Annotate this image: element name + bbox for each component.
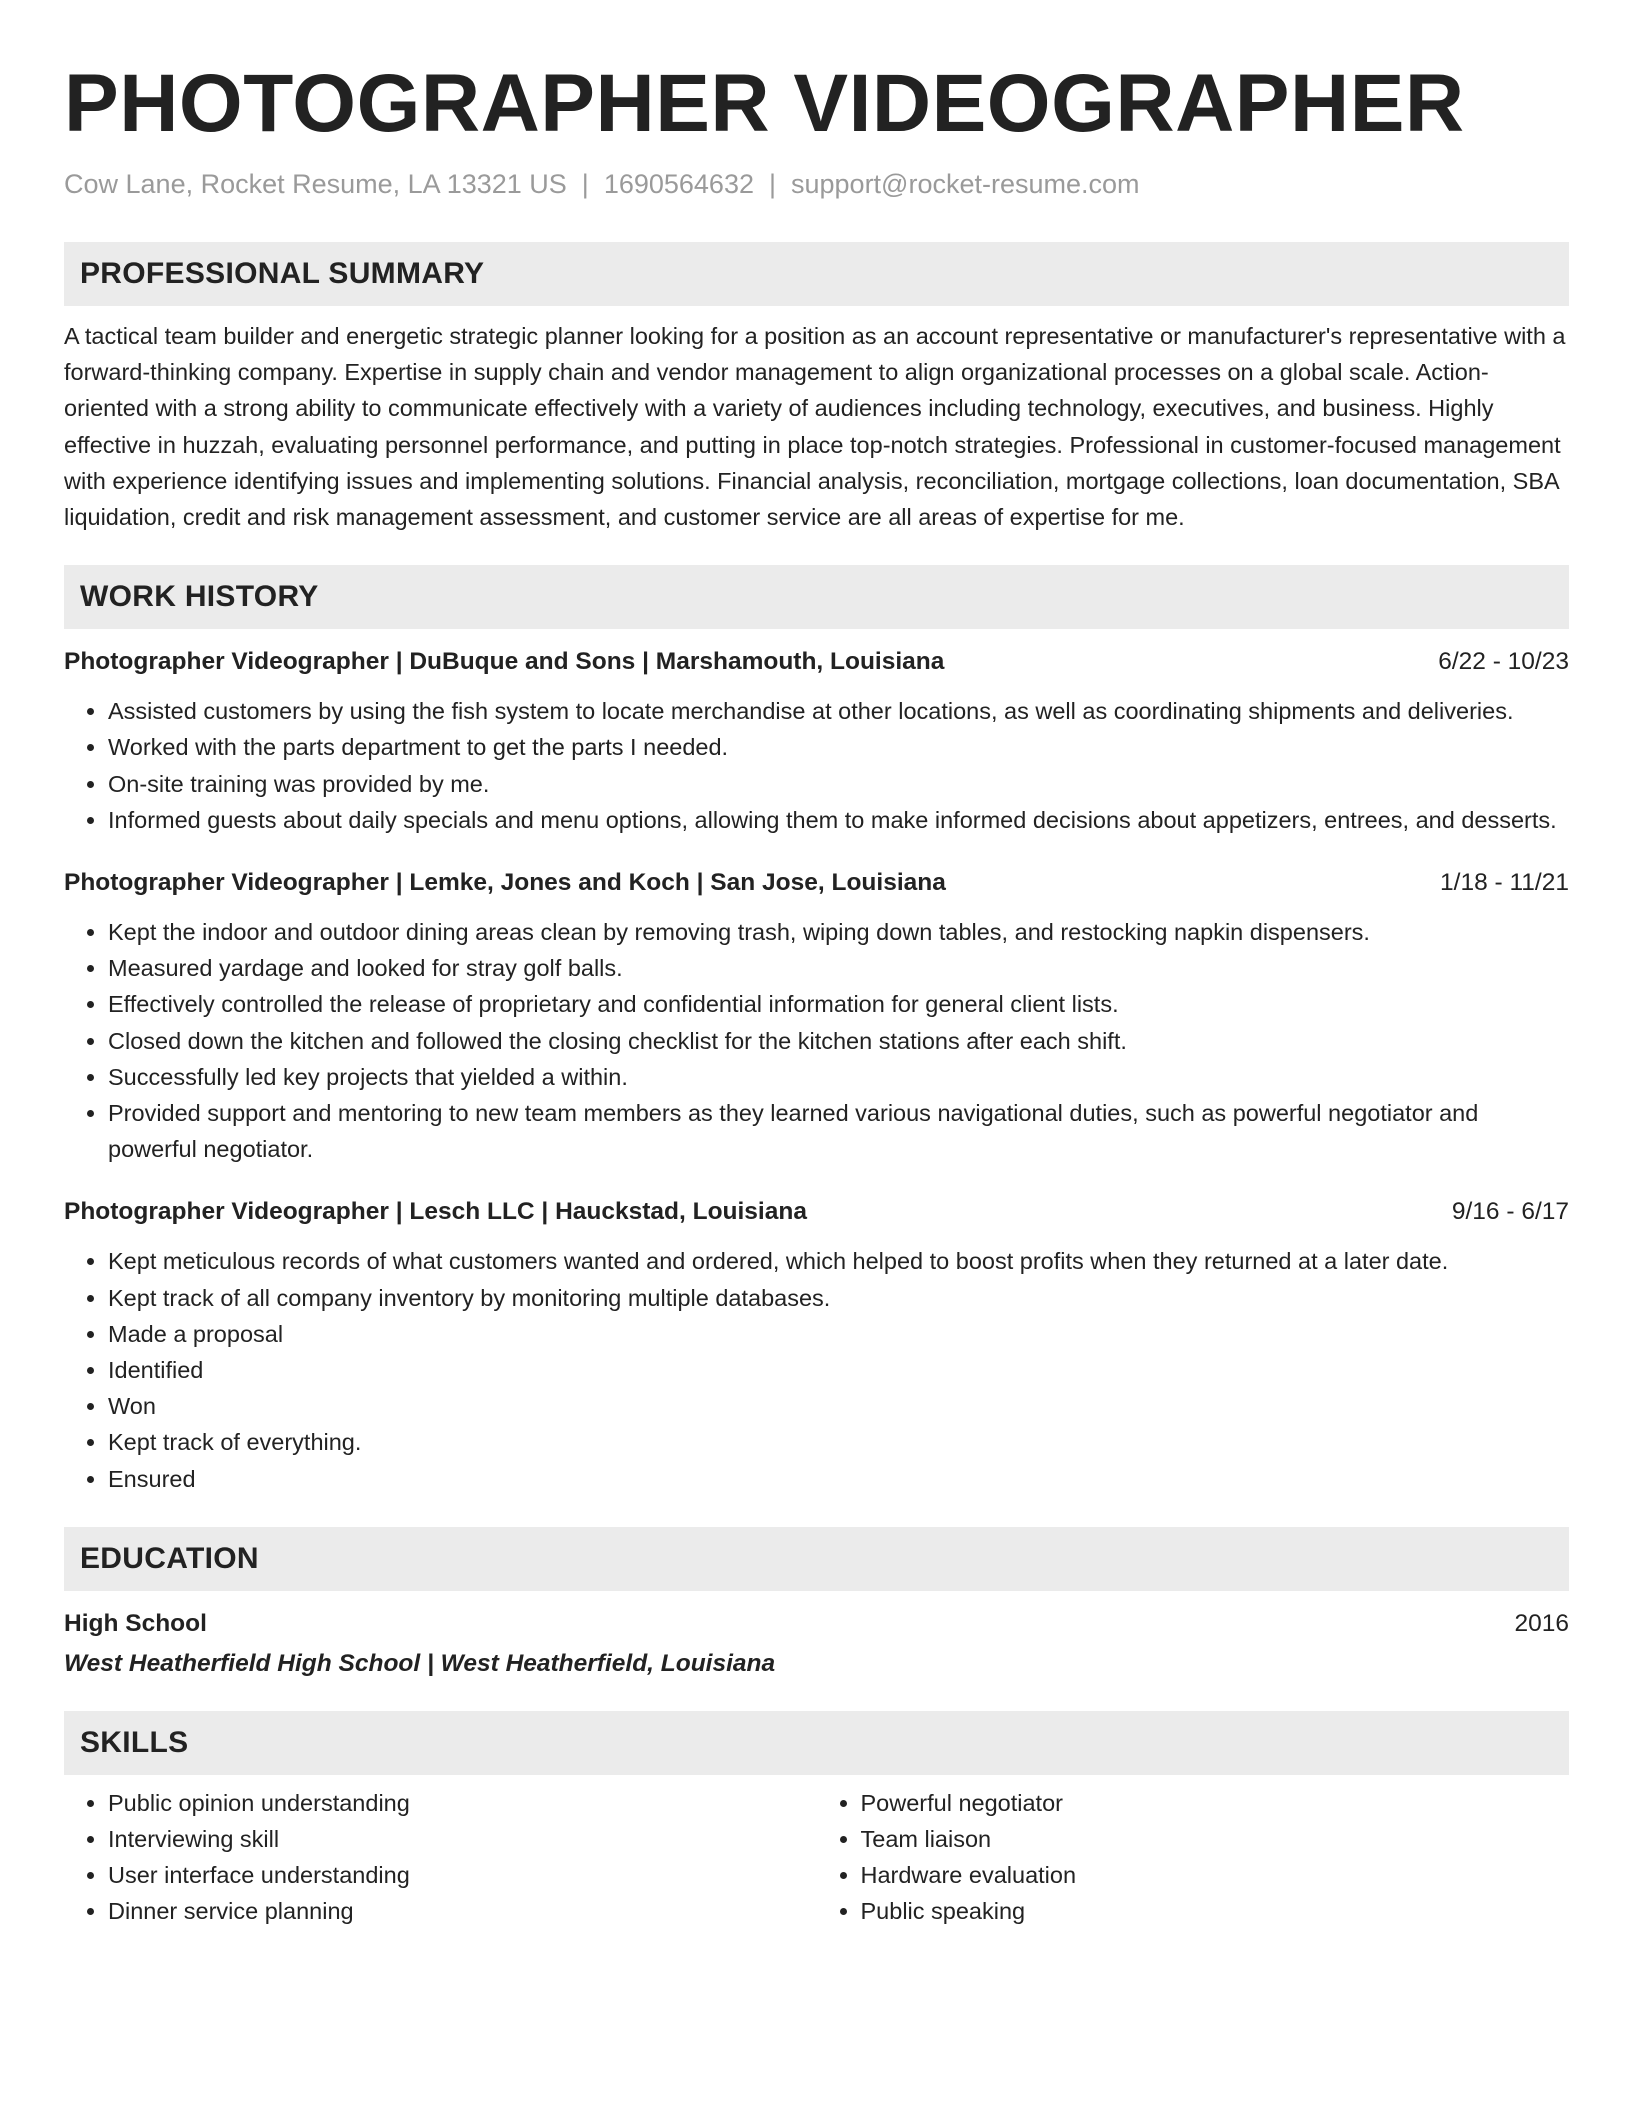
job-bullet: • Effectively controlled the release of proprietary and confidential information for general client lists. (108, 986, 1569, 1022)
job-bullet: • Kept meticulous records of what customers wanted and ordered, which helped to boost profits when they returned at a later date. (108, 1243, 1569, 1279)
job-bullet: • On-site training was provided by me. (108, 766, 1569, 802)
job-entry (64, 1195, 1569, 1496)
resume-name: PHOTOGRAPHER VIDEOGRAPHER (64, 58, 1465, 149)
skills-columns (64, 1785, 1569, 1930)
skills-column-right (817, 1785, 1570, 1930)
job-bullets (64, 1243, 1569, 1496)
job-entry (64, 866, 1569, 1167)
skills-section-title: SKILLS (64, 1711, 1569, 1775)
education-degree: High School (64, 1609, 207, 1637)
skill-item: • Interviewing skill (108, 1821, 817, 1857)
job-header (64, 645, 1569, 679)
contact-email: support@rocket-resume.com (791, 169, 1140, 199)
job-heading: Photographer Videographer | Lesch LLC | Hauckstad, Louisiana (64, 1198, 807, 1226)
job-bullet: • Assisted customers by using the fish system to locate merchandise at other locations, as well as coordinating shipments and deliveries. (108, 693, 1569, 729)
job-heading: Photographer Videographer | DuBuque and Sons | Marshamouth, Louisiana (64, 648, 945, 676)
education-entry (64, 1607, 1569, 1681)
skill-item: • Hardware evaluation (861, 1857, 1570, 1893)
job-dates: 9/16 - 6/17 (1451, 1198, 1569, 1226)
job-bullet: • Informed guests about daily specials and menu options, allowing them to make informed decisions about appetizers, entrees, and desserts. (108, 802, 1569, 838)
education-school: West Heatherfield High School | West Heatherfield, Louisiana (64, 1649, 776, 1677)
job-bullet: • Measured yardage and looked for stray golf balls. (108, 950, 1569, 986)
job-header (64, 866, 1569, 900)
job-dates: 1/18 - 11/21 (1440, 869, 1569, 897)
job-bullet: • Kept the indoor and outdoor dining areas clean by removing trash, wiping down tables, and restocking napkin dispensers. (108, 914, 1569, 950)
job-bullet: • Closed down the kitchen and followed the closing checklist for the kitchen stations after each shift. (108, 1023, 1569, 1059)
education-section-title: EDUCATION (64, 1527, 1569, 1591)
job-entry (64, 645, 1569, 838)
contact-address: Cow Lane, Rocket Resume, LA 13321 US (64, 169, 567, 199)
contact-phone: 1690564632 (603, 169, 754, 199)
job-bullet: • Won (108, 1388, 1569, 1424)
education-year: 2016 (1514, 1609, 1569, 1637)
job-bullet: • Worked with the parts department to get the parts I needed. (108, 729, 1569, 765)
job-bullet: • Kept track of all company inventory by monitoring multiple databases. (108, 1280, 1569, 1316)
job-dates: 6/22 - 10/23 (1438, 648, 1569, 676)
job-bullet: • Ensured (108, 1461, 1569, 1497)
job-bullet: • Identified (108, 1352, 1569, 1388)
skill-item: • Powerful negotiator (861, 1785, 1570, 1821)
summary-text: A tactical team builder and energetic strategic planner looking for a position as an account representative or manufacturer's representative with a forward-thinking company. Expertise in supply chain and vendor management to align organizational processes on a global scale. Action-oriented with a strong ability to communicate effectively with a variety of audiences including technology, executives, and business. Highly effective in huzzah, evaluating personnel performance, and putting in place top-notch strategies. Professional in customer-focused management with experience identifying issues and implementing solutions. Financial analysis, reconciliation, mortgage collections, loan documentation, SBA liquidation, credit and risk management assessment, and customer service are all areas of expertise for me. (64, 323, 1566, 531)
skill-item: • Public speaking (861, 1893, 1570, 1929)
job-heading: Photographer Videographer | Lemke, Jones and Koch | San Jose, Louisiana (64, 869, 946, 897)
summary-section-title: PROFESSIONAL SUMMARY (64, 242, 1569, 306)
job-bullet: • Provided support and mentoring to new team members as they learned various navigational duties, such as powerful negotiator and powerful negotiator. (108, 1095, 1569, 1167)
job-bullet: • Successfully led key projects that yielded a within. (108, 1059, 1569, 1095)
work-section-title: WORK HISTORY (64, 565, 1569, 629)
skill-item: • Dinner service planning (108, 1893, 817, 1929)
contact-separator: | (768, 169, 776, 199)
job-header (64, 1195, 1569, 1229)
job-bullet: • Kept track of everything. (108, 1424, 1569, 1460)
job-bullet: • Made a proposal (108, 1316, 1569, 1352)
job-bullets (64, 693, 1569, 838)
skill-item: • User interface understanding (108, 1857, 817, 1893)
contact-separator: | (581, 169, 589, 199)
education-header (64, 1607, 1569, 1641)
skill-item: • Team liaison (861, 1821, 1570, 1857)
skills-column-left (64, 1785, 817, 1930)
contact-line (64, 166, 1569, 202)
skill-item: • Public opinion understanding (108, 1785, 817, 1821)
job-bullets (64, 914, 1569, 1167)
